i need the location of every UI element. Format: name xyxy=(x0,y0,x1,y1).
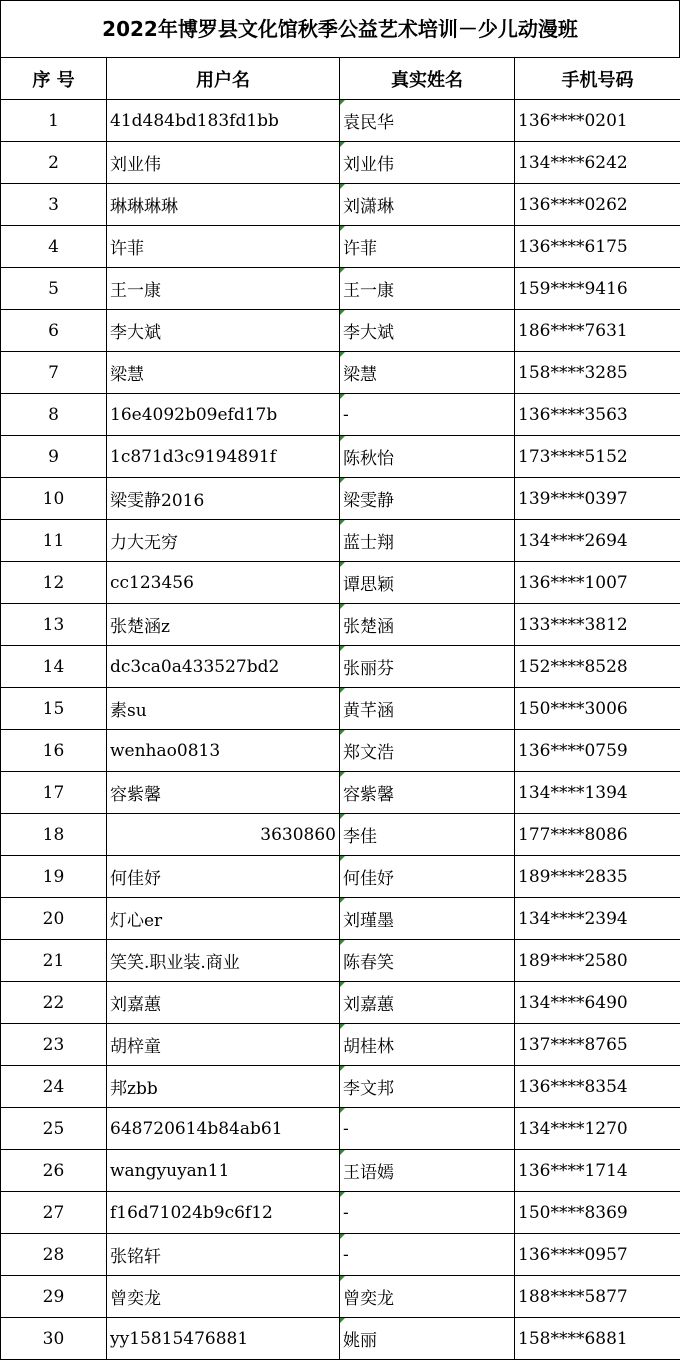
cell-index[interactable]: 29 xyxy=(1,1276,107,1318)
cell-username[interactable]: 素su xyxy=(107,688,340,730)
cell-username[interactable]: 胡梓童 xyxy=(107,1024,340,1066)
cell-index[interactable]: 26 xyxy=(1,1150,107,1192)
cell-phone[interactable]: 186****7631 xyxy=(515,310,680,352)
table-row xyxy=(1,856,680,898)
cell-real-name[interactable]: 何佳妤 xyxy=(340,856,515,898)
cell-index[interactable]: 24 xyxy=(1,1066,107,1108)
table-row xyxy=(1,310,680,352)
roster-table xyxy=(0,57,680,1360)
table-row xyxy=(1,520,680,562)
cell-real-name[interactable]: 刘瑾墨 xyxy=(340,898,515,940)
cell-username[interactable]: 王一康 xyxy=(107,268,340,310)
cell-phone[interactable]: 136****1714 xyxy=(515,1150,680,1192)
cell-index[interactable]: 5 xyxy=(1,268,107,310)
table-row xyxy=(1,730,680,772)
cell-phone[interactable]: 134****6242 xyxy=(515,142,680,184)
cell-index[interactable]: 28 xyxy=(1,1234,107,1276)
table-row xyxy=(1,394,680,436)
cell-index[interactable]: 4 xyxy=(1,226,107,268)
cell-phone[interactable]: 177****8086 xyxy=(515,814,680,856)
cell-phone[interactable]: 136****0759 xyxy=(515,730,680,772)
cell-phone[interactable]: 136****0262 xyxy=(515,184,680,226)
cell-real-name[interactable]: 梁雯静 xyxy=(340,478,515,520)
cell-real-name[interactable]: 王语嫣 xyxy=(340,1150,515,1192)
cell-username[interactable]: dc3ca0a433527bd2 xyxy=(107,646,340,688)
cell-real-name[interactable]: 郑文浩 xyxy=(340,730,515,772)
cell-index[interactable]: 13 xyxy=(1,604,107,646)
cell-real-name[interactable]: 许菲 xyxy=(340,226,515,268)
cell-username[interactable]: 邦zbb xyxy=(107,1066,340,1108)
cell-index[interactable]: 23 xyxy=(1,1024,107,1066)
table-row xyxy=(1,562,680,604)
cell-phone[interactable]: 189****2835 xyxy=(515,856,680,898)
table-row xyxy=(1,940,680,982)
cell-username[interactable]: 笑笑.职业装.商业 xyxy=(107,940,340,982)
cell-real-name[interactable]: 袁民华 xyxy=(340,100,515,142)
header-index: 序 号 xyxy=(1,58,107,100)
cell-username[interactable]: 刘嘉蕙 xyxy=(107,982,340,1024)
table-row xyxy=(1,646,680,688)
cell-real-name[interactable]: 容紫馨 xyxy=(340,772,515,814)
table-row xyxy=(1,772,680,814)
cell-index[interactable]: 10 xyxy=(1,478,107,520)
cell-phone[interactable]: 134****2694 xyxy=(515,520,680,562)
cell-index[interactable]: 16 xyxy=(1,730,107,772)
table-row xyxy=(1,1276,680,1318)
cell-phone[interactable]: 137****8765 xyxy=(515,1024,680,1066)
cell-phone[interactable]: 158****3285 xyxy=(515,352,680,394)
cell-index[interactable]: 18 xyxy=(1,814,107,856)
table-row xyxy=(1,184,680,226)
cell-index[interactable]: 14 xyxy=(1,646,107,688)
cell-index[interactable]: 21 xyxy=(1,940,107,982)
header-real-name: 真实姓名 xyxy=(340,58,515,100)
cell-index[interactable]: 17 xyxy=(1,772,107,814)
table-row xyxy=(1,142,680,184)
cell-username[interactable]: 梁慧 xyxy=(107,352,340,394)
cell-username[interactable]: wangyuyan11 xyxy=(107,1150,340,1192)
cell-username[interactable]: wenhao0813 xyxy=(107,730,340,772)
cell-index[interactable]: 30 xyxy=(1,1318,107,1360)
cell-real-name[interactable]: 刘业伟 xyxy=(340,142,515,184)
table-row xyxy=(1,1234,680,1276)
cell-real-name[interactable]: - xyxy=(340,394,515,436)
cell-index[interactable]: 6 xyxy=(1,310,107,352)
header-row xyxy=(1,58,680,100)
cell-username[interactable]: 梁雯静2016 xyxy=(107,478,340,520)
cell-real-name[interactable]: 李佳 xyxy=(340,814,515,856)
cell-index[interactable]: 15 xyxy=(1,688,107,730)
cell-index[interactable]: 12 xyxy=(1,562,107,604)
cell-phone[interactable]: 152****8528 xyxy=(515,646,680,688)
cell-phone[interactable]: 136****0957 xyxy=(515,1234,680,1276)
cell-phone[interactable]: 150****8369 xyxy=(515,1192,680,1234)
cell-real-name[interactable]: 姚丽 xyxy=(340,1318,515,1360)
cell-index[interactable]: 19 xyxy=(1,856,107,898)
cell-real-name[interactable]: 刘嘉蕙 xyxy=(340,982,515,1024)
table-row xyxy=(1,226,680,268)
cell-username[interactable]: 容紫馨 xyxy=(107,772,340,814)
cell-phone[interactable]: 150****3006 xyxy=(515,688,680,730)
cell-real-name[interactable]: 谭思颖 xyxy=(340,562,515,604)
cell-username[interactable]: 张楚涵z xyxy=(107,604,340,646)
cell-username[interactable]: 648720614b84ab61 xyxy=(107,1108,340,1150)
cell-username[interactable]: f16d71024b9c6f12 xyxy=(107,1192,340,1234)
cell-phone[interactable]: 134****2394 xyxy=(515,898,680,940)
table-row xyxy=(1,688,680,730)
cell-username[interactable]: 刘业伟 xyxy=(107,142,340,184)
cell-index[interactable]: 9 xyxy=(1,436,107,478)
cell-phone[interactable]: 158****6881 xyxy=(515,1318,680,1360)
cell-real-name[interactable]: - xyxy=(340,1192,515,1234)
cell-index[interactable]: 11 xyxy=(1,520,107,562)
cell-real-name[interactable]: 刘潇琳 xyxy=(340,184,515,226)
table-row xyxy=(1,352,680,394)
table-row xyxy=(1,1024,680,1066)
cell-phone[interactable]: 136****1007 xyxy=(515,562,680,604)
table-body xyxy=(1,100,680,1360)
cell-phone[interactable]: 134****1394 xyxy=(515,772,680,814)
table-row xyxy=(1,478,680,520)
cell-username[interactable]: yy15815476881 xyxy=(107,1318,340,1360)
table-row xyxy=(1,1150,680,1192)
cell-index[interactable]: 3 xyxy=(1,184,107,226)
header-phone: 手机号码 xyxy=(515,58,680,100)
cell-real-name[interactable]: 梁慧 xyxy=(340,352,515,394)
cell-username[interactable]: 何佳妤 xyxy=(107,856,340,898)
cell-index[interactable]: 25 xyxy=(1,1108,107,1150)
cell-username[interactable]: 许菲 xyxy=(107,226,340,268)
cell-username[interactable]: 16e4092b09efd17b xyxy=(107,394,340,436)
cell-phone[interactable]: 134****6490 xyxy=(515,982,680,1024)
cell-index[interactable]: 27 xyxy=(1,1192,107,1234)
cell-real-name[interactable]: 李大斌 xyxy=(340,310,515,352)
sheet-title: 2022年博罗县文化馆秋季公益艺术培训－少儿动漫班 xyxy=(0,0,680,57)
cell-index[interactable]: 7 xyxy=(1,352,107,394)
table-row xyxy=(1,436,680,478)
cell-index[interactable]: 1 xyxy=(1,100,107,142)
cell-phone[interactable]: 173****5152 xyxy=(515,436,680,478)
table-row xyxy=(1,604,680,646)
table-row xyxy=(1,1318,680,1360)
cell-username[interactable]: 李大斌 xyxy=(107,310,340,352)
cell-real-name[interactable]: 黄芊涵 xyxy=(340,688,515,730)
cell-index[interactable]: 2 xyxy=(1,142,107,184)
cell-real-name[interactable]: 蓝士翔 xyxy=(340,520,515,562)
cell-real-name[interactable]: - xyxy=(340,1108,515,1150)
cell-phone[interactable]: 136****0201 xyxy=(515,100,680,142)
table-row xyxy=(1,1108,680,1150)
cell-index[interactable]: 20 xyxy=(1,898,107,940)
cell-real-name[interactable]: 曾奕龙 xyxy=(340,1276,515,1318)
cell-phone[interactable]: 133****3812 xyxy=(515,604,680,646)
cell-username[interactable]: cc123456 xyxy=(107,562,340,604)
table-row xyxy=(1,268,680,310)
cell-real-name[interactable]: 李文邦 xyxy=(340,1066,515,1108)
table-row xyxy=(1,1192,680,1234)
cell-phone[interactable]: 139****0397 xyxy=(515,478,680,520)
table-row xyxy=(1,814,680,856)
cell-real-name[interactable]: - xyxy=(340,1234,515,1276)
cell-username[interactable]: 曾奕龙 xyxy=(107,1276,340,1318)
cell-phone[interactable]: 188****5877 xyxy=(515,1276,680,1318)
cell-phone[interactable]: 134****1270 xyxy=(515,1108,680,1150)
cell-phone[interactable]: 189****2580 xyxy=(515,940,680,982)
cell-username[interactable]: 张铭轩 xyxy=(107,1234,340,1276)
cell-real-name[interactable]: 张楚涵 xyxy=(340,604,515,646)
cell-real-name[interactable]: 张丽芬 xyxy=(340,646,515,688)
cell-username[interactable]: 3630860 xyxy=(107,814,340,856)
table-row xyxy=(1,898,680,940)
header-username: 用户名 xyxy=(107,58,340,100)
cell-username[interactable]: 41d484bd183fd1bb xyxy=(107,100,340,142)
cell-phone[interactable]: 136****8354 xyxy=(515,1066,680,1108)
cell-real-name[interactable]: 王一康 xyxy=(340,268,515,310)
table-row xyxy=(1,1066,680,1108)
cell-username[interactable]: 1c871d3c9194891f xyxy=(107,436,340,478)
table-row xyxy=(1,982,680,1024)
cell-phone[interactable]: 159****9416 xyxy=(515,268,680,310)
table-row xyxy=(1,100,680,142)
cell-username[interactable]: 力大无穷 xyxy=(107,520,340,562)
cell-real-name[interactable]: 陈秋怡 xyxy=(340,436,515,478)
cell-real-name[interactable]: 陈春笑 xyxy=(340,940,515,982)
cell-index[interactable]: 8 xyxy=(1,394,107,436)
cell-phone[interactable]: 136****3563 xyxy=(515,394,680,436)
cell-index[interactable]: 22 xyxy=(1,982,107,1024)
cell-username[interactable]: 琳琳琳琳 xyxy=(107,184,340,226)
cell-phone[interactable]: 136****6175 xyxy=(515,226,680,268)
cell-username[interactable]: 灯心er xyxy=(107,898,340,940)
cell-real-name[interactable]: 胡桂林 xyxy=(340,1024,515,1066)
